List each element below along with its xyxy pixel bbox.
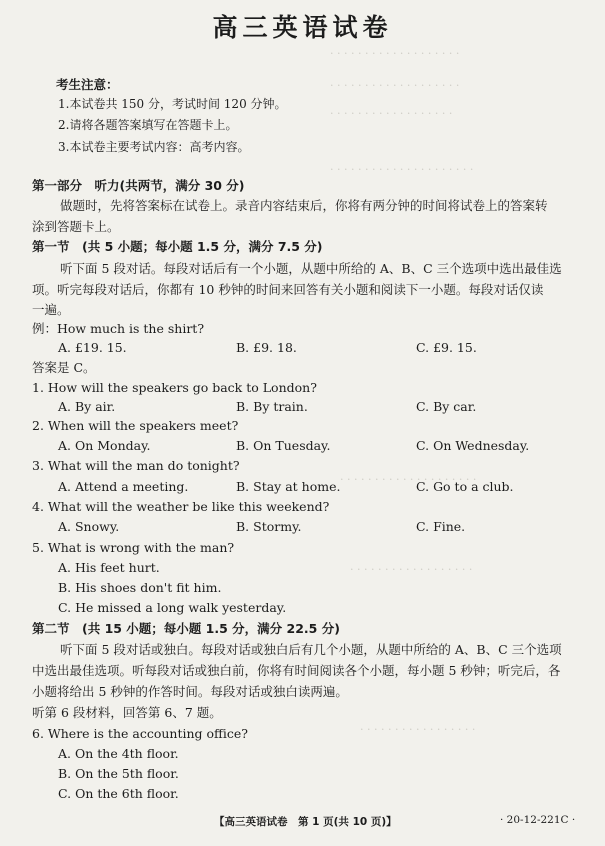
section1-heading: 第一节 (共 5 小题；每小题 1.5 分，满分 7.5 分) xyxy=(32,239,323,254)
footer-page-info: 【高三英语试卷 第 1 页(共 10 页)】 xyxy=(214,816,397,828)
option-b: B. Stay at home. xyxy=(236,479,341,494)
exam-page: . . . . . . . . . . . . . . . . . . . . . . . . . . . . . . . . . . . . . . . . . . . . . . . . . . . . . . . . . . . . . . . . . . . . . . . . . . . . . . . . . . . . . . . . . . . . . . . . . . . . . . . . . . . . . . . . . . . . . . . . . . . . . . . . . . . . 高三英语试卷 考生注意： 1.本试卷共 150 分，考试时间 120 分钟。 2.请将各题答案填写在答题卡上。 3.本试卷主要考试内容：高考内容。 第一部分 听力(共两节，满分 30 分) 做题时，先将答案标在试卷上。录音内容结束后，你将有两分钟的时间将试卷上的答案转 涂到答题卡上。 第一节 (共 5 小题；每小题 1.5 分，满分 7.5 分) 听下面 5 段对话。每段对话后有一个小题，从题中所给的 A、B、C 三个选项中选出最佳选 项。听完每段对话后，你都有 10 秒钟的时间来回答有关小题和阅读下一小题。每段对话仅读 一遍。 例：How much is the shirt? A. £19. 15. B. £9. 18. C. £9. 15. 答案是 C。 1. How will the speakers go back to London? A. By air. B. By train. C. By car. 2. When will the speakers meet? A. On Monday. B. On Tuesday. C. On Wednesday. 3. What will the man do tonight? A. Attend a meeting. B. Stay at home. C. Go to a club. 4. What will the weather be like this weekend? A. Snowy. B. Stormy. C. Fine. 5. What is wrong with the man? A. His feet hurt. B. His shoes don't fit him. C. He missed a long walk yesterday. 第二节 (共 15 小题；每小题 1.5 分，满分 22.5 分) 听下面 5 段对话或独白。每段对话或独白后有几个小题，从题中所给的 A、B、C 三个选项 中选出最佳选项。听每段对话或独白前，你将有时间阅读各个小题，每小题 5 秒钟；听完后，各 小题将给出 5 秒钟的作答时间。每段对话或独白读两遍。 听第 6 段材料，回答第 6、7 题。 6. Where is the accounting office? A. On the 4th floor. B. On the 5th floor. C. On the 6th floor. 【高三英语试卷 第 1 页(共 10 页)】 · 20-12-221C · xyxy=(0,0,605,846)
section2-intro: 听下面 5 段对话或独白。每段对话或独白后有几个小题，从题中所给的 A、B、C 三个选项 xyxy=(60,642,562,657)
part1-intro: 做题时，先将答案标在试卷上。录音内容结束后，你将有两分钟的时间将试卷上的答案转 xyxy=(60,198,548,213)
question-3: 3. What will the man do tonight? xyxy=(32,458,240,473)
question-2: 2. When will the speakers meet? xyxy=(32,418,239,433)
notice-heading: 考生注意： xyxy=(56,77,119,92)
option-a: A. On the 4th floor. xyxy=(58,746,179,761)
option-a: A. Snowy. xyxy=(58,519,120,534)
section2-heading: 第二节 (共 15 小题；每小题 1.5 分，满分 22.5 分) xyxy=(32,621,340,636)
notice-item: 3.本试卷主要考试内容：高考内容。 xyxy=(58,140,250,154)
option-b: B. Stormy. xyxy=(236,519,302,534)
notice-item: 1.本试卷共 150 分，考试时间 120 分钟。 xyxy=(58,97,287,111)
option-a: A. On Monday. xyxy=(58,438,151,453)
option-c: C. By car. xyxy=(416,399,477,414)
option-c: C. On the 6th floor. xyxy=(58,786,179,801)
example-option-a: A. £19. 15. xyxy=(58,340,127,355)
question-5: 5. What is wrong with the man? xyxy=(32,540,235,555)
option-a: A. Attend a meeting. xyxy=(58,479,189,494)
question-1: 1. How will the speakers go back to London? xyxy=(32,380,317,395)
section1-intro: 一遍。 xyxy=(32,302,70,317)
question-4: 4. What will the weather be like this weekend? xyxy=(32,499,330,514)
footer-code: · 20-12-221C · xyxy=(500,814,576,826)
option-b: B. His shoes don't fit him. xyxy=(58,580,222,595)
option-a: A. His feet hurt. xyxy=(58,560,160,575)
option-a: A. By air. xyxy=(58,399,116,414)
option-c: C. Fine. xyxy=(416,519,466,534)
option-b: B. On the 5th floor. xyxy=(58,766,179,781)
option-b: B. On Tuesday. xyxy=(236,438,331,453)
page-title: 高三英语试卷 xyxy=(212,13,393,42)
option-c: C. On Wednesday. xyxy=(416,438,530,453)
option-c: C. Go to a club. xyxy=(416,479,514,494)
section1-intro: 项。听完每段对话后，你都有 10 秒钟的时间来回答有关小题和阅读下一小题。每段对话仅读 xyxy=(32,282,544,297)
option-b: B. By train. xyxy=(236,399,308,414)
example-option-b: B. £9. 18. xyxy=(236,340,297,355)
section2-intro: 小题将给出 5 秒钟的作答时间。每段对话或独白读两遍。 xyxy=(32,684,348,699)
section1-intro: 听下面 5 段对话。每段对话后有一个小题，从题中所给的 A、B、C 三个选项中选出最佳选 xyxy=(60,261,562,276)
material-instruction: 听第 6 段材料，回答第 6、7 题。 xyxy=(32,705,222,720)
question-6: 6. Where is the accounting office? xyxy=(32,726,249,741)
section2-intro: 中选出最佳选项。听每段对话或独白前，你将有时间阅读各个小题，每小题 5 秒钟；听完后，各 xyxy=(32,663,561,678)
example-question: 例：How much is the shirt? xyxy=(32,321,205,336)
option-c: C. He missed a long walk yesterday. xyxy=(58,600,287,615)
example-answer: 答案是 C。 xyxy=(32,360,96,375)
part1-heading: 第一部分 听力(共两节，满分 30 分) xyxy=(32,178,245,193)
part1-intro: 涂到答题卡上。 xyxy=(32,219,120,234)
notice-item: 2.请将各题答案填写在答题卡上。 xyxy=(58,118,238,132)
example-option-c: C. £9. 15. xyxy=(416,340,477,355)
